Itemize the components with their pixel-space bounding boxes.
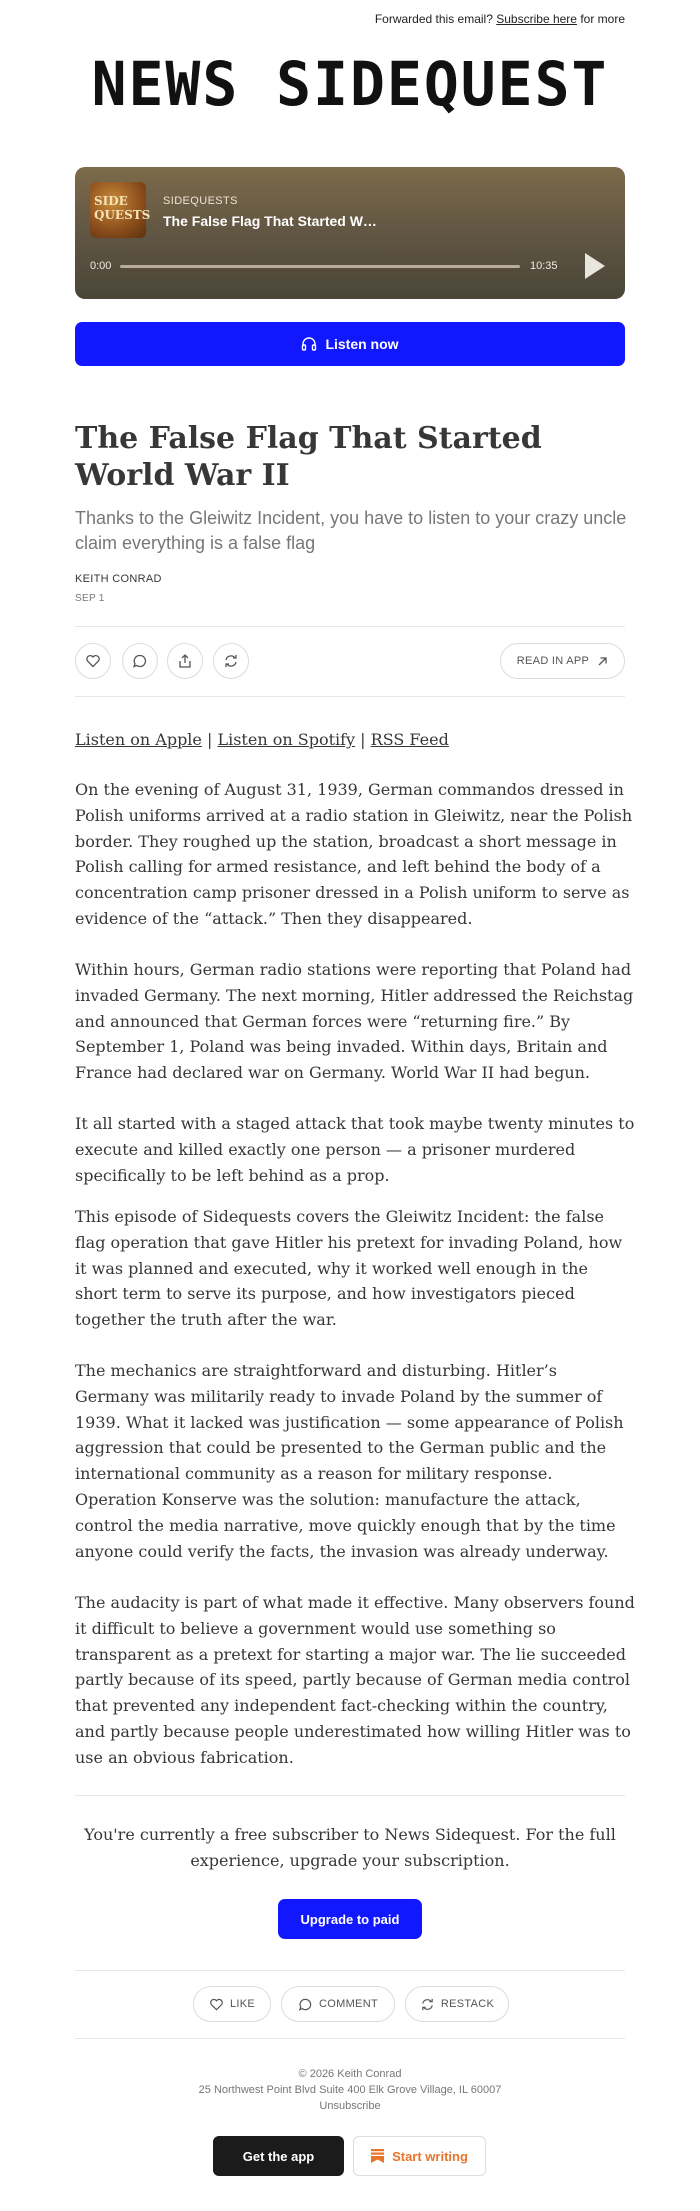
listen-now-button[interactable] [75, 322, 625, 366]
restack-pill-button[interactable] [405, 1986, 509, 2022]
progress-bar[interactable] [120, 265, 520, 268]
podcast-links [75, 730, 449, 749]
body-paragraph [75, 1358, 635, 1564]
forward-suffix: for more [580, 12, 625, 26]
unsubscribe-link[interactable]: Unsubscribe [319, 2100, 381, 2112]
share-button[interactable] [167, 643, 203, 679]
heart-icon [209, 1997, 224, 2012]
subscription-middle: . For the full experience, [190, 1825, 616, 1870]
body-paragraph [75, 1204, 635, 1333]
like-button[interactable] [75, 643, 111, 679]
divider [75, 1970, 625, 1971]
cover-text-line1: SIDE [94, 194, 128, 208]
link-separator: | [360, 730, 366, 749]
paragraph-text: It all started with a staged attack that took maybe twenty minutes to execute and killed exactly one person — a prisoner murdered specifically to be left behind as a prop. [75, 1114, 635, 1185]
show-name: SIDEQUESTS [163, 195, 238, 207]
podcast-cover-art [90, 182, 151, 238]
body-paragraph [75, 957, 635, 1086]
restack-icon [223, 653, 239, 669]
listen-on-spotify-link[interactable]: Listen on Spotify [217, 730, 356, 749]
comment-button[interactable] [122, 643, 158, 679]
author-name[interactable]: KEITH CONRAD [75, 573, 162, 585]
divider [75, 1795, 625, 1796]
comment-label: COMMENT [319, 1998, 378, 2010]
body-paragraph [75, 777, 635, 932]
comment-pill-button[interactable] [281, 1986, 395, 2022]
like-pill-button[interactable] [193, 1986, 271, 2022]
paragraph-text: This episode of Sidequests covers the Gleiwitz Incident: the false flag operation that gave Hitler his pretext for invading Poland, how it was planned and executed, why it worked well enough in the short term to serve its purpose, and how investigators pieced together the truth after the war. [75, 1207, 623, 1330]
episode-title[interactable]: The False Flag That Started W… [163, 213, 377, 229]
rss-feed-link[interactable]: RSS Feed [370, 730, 449, 749]
current-time: 0:00 [90, 260, 112, 272]
link-separator: | [206, 730, 213, 749]
read-in-app-button[interactable] [500, 643, 625, 679]
post-title: The False Flag That Started World War II [75, 421, 542, 493]
substack-icon [371, 2149, 384, 2163]
divider [75, 2038, 625, 2039]
publication-link[interactable]: News Sidequest [384, 1825, 516, 1844]
cover-text-line2: QUESTS [94, 208, 151, 222]
subscription-prefix: You're currently a free subscriber to [84, 1825, 380, 1844]
paragraph-text: Within hours, German radio stations were reporting that Poland had invaded Germany. The next morning, Hitler addressed the Reichstag and announced that German forces were “returning fire.” By September 1, Poland was being invaded. Within days, Britain and France had declared war on Germany. World War II had begun. [75, 960, 634, 1083]
copyright: © 2026 Keith Conrad [298, 2068, 402, 2080]
body-paragraph [75, 1590, 635, 1771]
upgrade-subscription-link[interactable]: upgrade your subscription. [289, 1851, 510, 1870]
subscription-message [75, 1822, 625, 1874]
paragraph-text: The mechanics are straightforward and disturbing. Hitler’s Germany was militarily ready to invade Poland by the summer of 1939. What it lacked was justification — some appearance of Polish aggression that could be presented to the German public and the international community as a reason for military response. Operation Konserve was the solution: manufacture the attack, control the media narrative, move quickly enough that by the time anyone could verify the facts, the invasion was already underway. [75, 1361, 624, 1561]
restack-label: RESTACK [440, 1998, 495, 2010]
post-date: SEP 1 [75, 593, 105, 604]
body-paragraph [75, 1111, 635, 1188]
get-the-app-button[interactable]: Get the app [213, 2136, 344, 2176]
publication-logo[interactable]: NEWS SIDEQUEST [91, 48, 609, 120]
paragraph-text: On the evening of August 31, 1939, German commandos dressed in Polish uniforms arrived at a radio station in Gleiwitz, near the Polish border. They roughed up the station, broadcast a short message in Polish calling for armed resistance, and left behind the body of a concentration camp prisoner dressed in a Polish uniform to serve as evidence of the “attack.” Then they disappeared. [75, 780, 633, 928]
comment-icon [132, 653, 148, 669]
restack-icon [420, 1997, 435, 2012]
post-subtitle: Thanks to the Gleiwitz Incident, you have to listen to your crazy uncle claim everything is a false flag [75, 508, 627, 553]
start-writing-label: Start writing [392, 2148, 468, 2164]
divider [75, 626, 625, 627]
arrow-up-right-icon [597, 656, 608, 667]
forward-prefix: Forwarded this email? [374, 12, 493, 26]
play-icon[interactable] [585, 253, 605, 279]
headphones-icon [301, 336, 317, 352]
comment-icon [298, 1997, 313, 2012]
start-writing-button[interactable] [353, 2136, 486, 2176]
forward-notice [375, 12, 625, 26]
listen-on-apple-link[interactable]: Listen on Apple [75, 730, 202, 749]
heart-icon [85, 653, 101, 669]
upgrade-to-paid-button[interactable]: Upgrade to paid [278, 1899, 422, 1939]
audio-player [75, 167, 625, 299]
restack-button[interactable] [213, 643, 249, 679]
like-label: LIKE [229, 1998, 256, 2010]
mailing-address: 25 Northwest Point Blvd Suite 400 Elk Grove Village, IL 60007 [198, 2084, 502, 2096]
subscribe-link[interactable]: Subscribe here [496, 12, 577, 26]
listen-now-label: Listen now [325, 336, 399, 352]
divider [75, 696, 625, 697]
read-in-app-label: READ IN APP [516, 655, 590, 667]
paragraph-text: The audacity is part of what made it effective. Many observers found it difficult to believe a government would use something so transparent as a pretext for starting a major war. The lie succeeded partly because of its speed, partly because of German media control that prevented any independent fact-checking within the country, and partly because people underestimated how willing Hitler was to use an obvious fabrication. [75, 1593, 635, 1767]
duration: 10:35 [530, 260, 558, 272]
share-icon [177, 653, 193, 669]
